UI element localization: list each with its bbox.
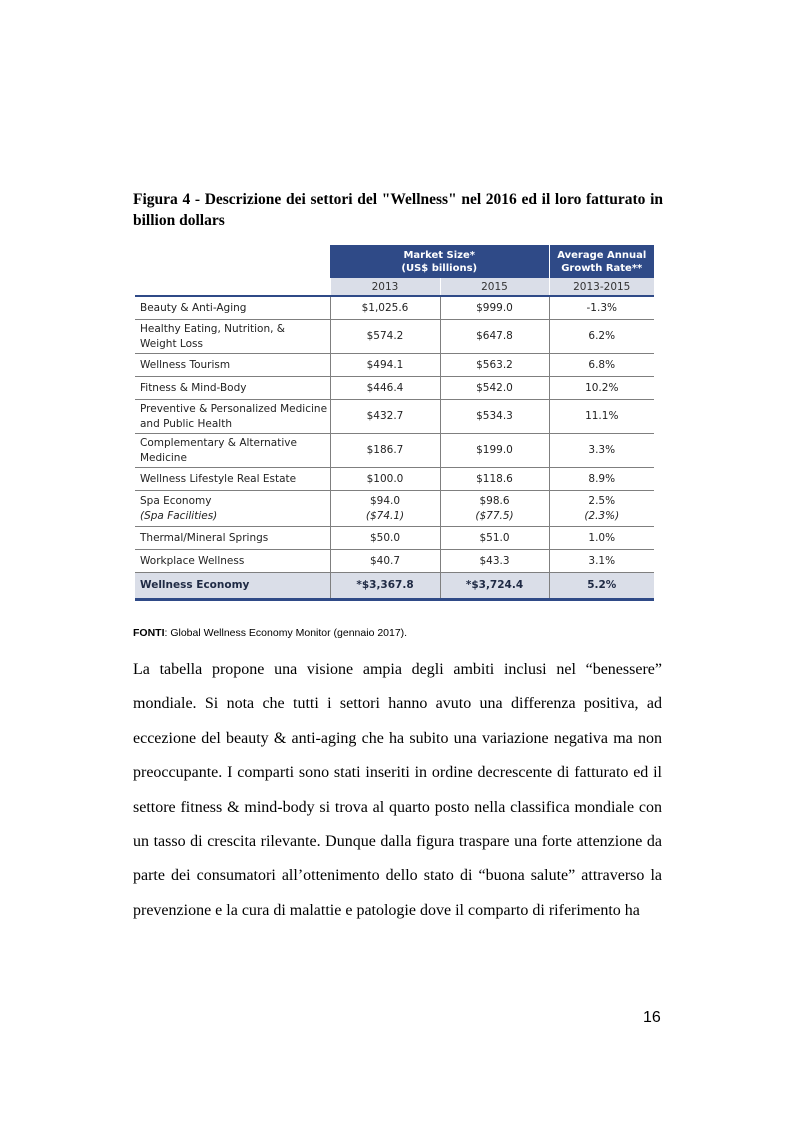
page-number: 16 (643, 1009, 661, 1026)
value-2015: $199.0 (440, 434, 549, 468)
row-label: Fitness & Mind-Body (135, 377, 330, 400)
value-2015: $647.8 (440, 320, 549, 354)
table-row (135, 468, 654, 491)
row-label: Workplace Wellness (135, 550, 330, 573)
growth-rate: 2.5% (2.3%) (549, 491, 654, 527)
row-label: Beauty & Anti-Aging (135, 296, 330, 320)
table-row (135, 527, 654, 550)
growth-rate: 8.9% (549, 468, 654, 491)
growth-rate: -1.3% (549, 296, 654, 320)
row-label: Preventive & Personalized Medicine and Public Health (135, 400, 330, 434)
row-label: Spa Economy (Spa Facilities) (135, 491, 330, 527)
value-2013: $50.0 (330, 527, 440, 550)
total-row (135, 573, 654, 600)
row-label: Complementary & Alternative Medicine (135, 434, 330, 468)
growth-rate: 6.2% (549, 320, 654, 354)
value-2015: $534.3 (440, 400, 549, 434)
value-2015: $563.2 (440, 354, 549, 377)
value-2015: $51.0 (440, 527, 549, 550)
growth-rate: 3.1% (549, 550, 654, 573)
table-row (135, 491, 654, 527)
source-note: FONTI: Global Wellness Economy Monitor (gennaio 2017). (133, 627, 408, 639)
value-2013: $494.1 (330, 354, 440, 377)
value-2015: $98.6 ($77.5) (440, 491, 549, 527)
table-row (135, 434, 654, 468)
table-row (135, 400, 654, 434)
row-label: Healthy Eating, Nutrition, & Weight Loss (135, 320, 330, 354)
total-growth: 5.2% (549, 573, 654, 600)
value-2015: $118.6 (440, 468, 549, 491)
row-label: Wellness Lifestyle Real Estate (135, 468, 330, 491)
column-header-2013: 2013 (330, 278, 440, 296)
table-row (135, 354, 654, 377)
value-2015: $542.0 (440, 377, 549, 400)
figure-caption: Figura 4 - Descrizione dei settori del "Wellness" nel 2016 ed il loro fatturato in billion dollars (133, 191, 663, 229)
total-2015: *$3,724.4 (440, 573, 549, 600)
total-label: Wellness Economy (135, 573, 330, 600)
value-2013: $94.0 ($74.1) (330, 491, 440, 527)
row-label: Wellness Tourism (135, 354, 330, 377)
value-2013: $40.7 (330, 550, 440, 573)
value-2013: $574.2 (330, 320, 440, 354)
total-2013: *$3,367.8 (330, 573, 440, 600)
growth-rate: 3.3% (549, 434, 654, 468)
column-header-2015: 2015 (440, 278, 549, 296)
value-2013: $446.4 (330, 377, 440, 400)
value-2013: $100.0 (330, 468, 440, 491)
row-label: Thermal/Mineral Springs (135, 527, 330, 550)
wellness-sectors-table (135, 245, 654, 601)
growth-rate: 6.8% (549, 354, 654, 377)
body-paragraph: La tabella propone una visione ampia degli ambiti inclusi nel “benessere” mondiale. Si nota che tutti i settori hanno avuto una differenza positiva, ad eccezione del beauty & anti-aging che ha subito una variazione negativa ma non preoccupante. I comparti sono stati inseriti in ordine decrescente di fatturato ed il settore fitness & mind-body si trova al quarto posto nella classifica mondiale con un tasso di crescita rilevante. Dunque dalla figura traspare una forte attenzione da parte dei consumatori all’ottenimento dello stato di “buona salute” attraverso la prevenzione e la cura di malattie e patologie dove il comparto di riferimento ha (133, 661, 662, 919)
growth-rate: 10.2% (549, 377, 654, 400)
table-row (135, 377, 654, 400)
value-2013: $432.7 (330, 400, 440, 434)
table-row (135, 320, 654, 354)
value-2015: $999.0 (440, 296, 549, 320)
value-2013: $1,025.6 (330, 296, 440, 320)
value-2013: $186.7 (330, 434, 440, 468)
column-header-range: 2013-2015 (549, 278, 654, 296)
table-row (135, 296, 654, 320)
table-row (135, 550, 654, 573)
subheader-empty-cell (135, 278, 330, 296)
growth-rate: 1.0% (549, 527, 654, 550)
header-growth-rate: Average Annual Growth Rate** (549, 245, 654, 278)
growth-rate: 11.1% (549, 400, 654, 434)
header-empty-cell (135, 245, 330, 278)
value-2015: $43.3 (440, 550, 549, 573)
header-market-size: Market Size* (US$ billions) (330, 245, 549, 278)
